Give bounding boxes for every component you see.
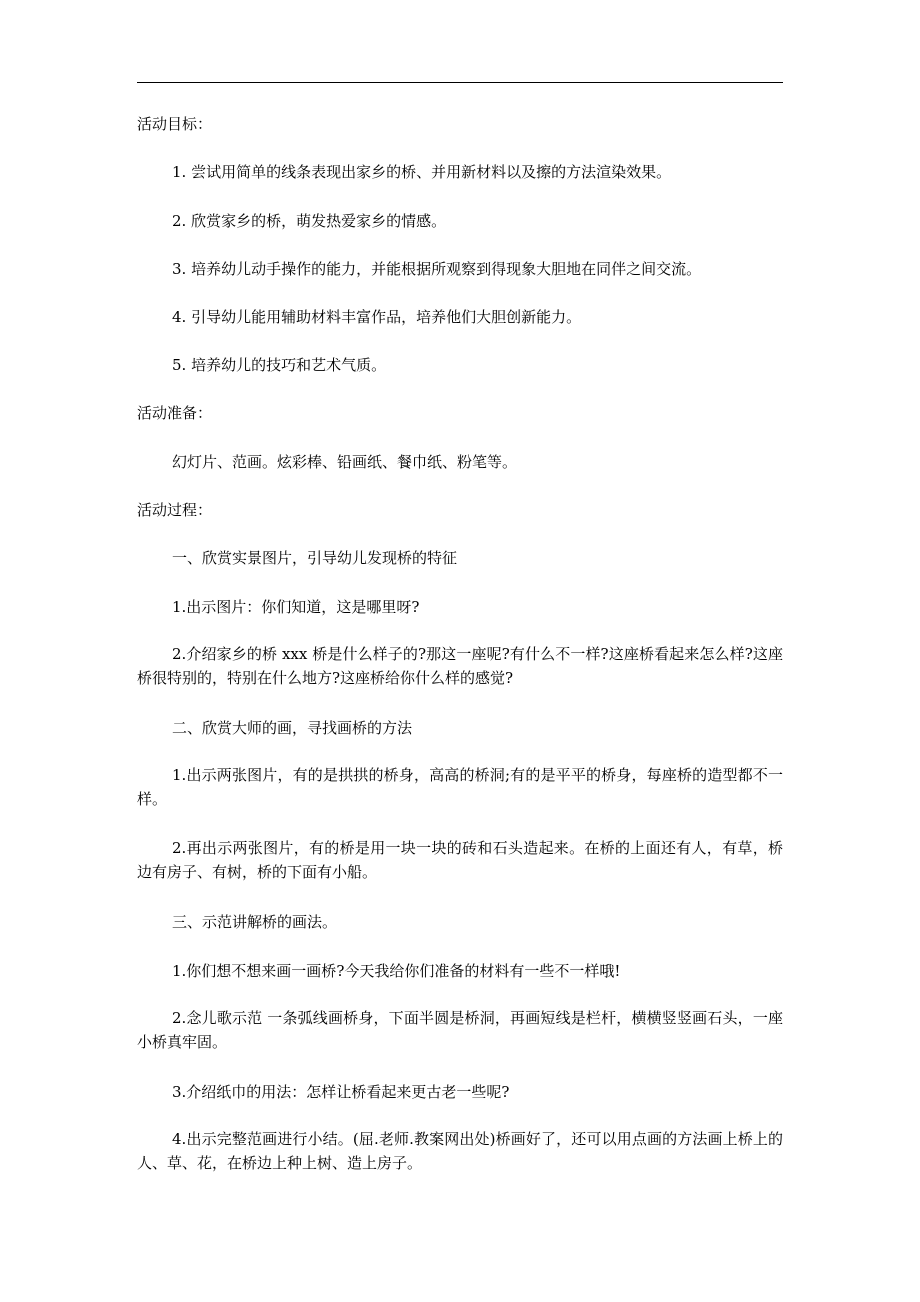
process-heading: 活动过程： — [137, 501, 213, 519]
goals-heading: 活动目标： — [137, 115, 213, 133]
header-rule — [137, 82, 783, 83]
process-paragraph: 2.再出示两张图片，有的桥是用一块一块的砖和石头造起来。在桥的上面还有人，有草，桥边有房子、有树，桥的下面有小船。 — [137, 839, 783, 881]
goal-item-4: 4. 引导幼儿能用辅助材料丰富作品，培养他们大胆创新能力。 — [172, 308, 582, 326]
goal-item-5: 5. 培养幼儿的技巧和艺术气质。 — [172, 356, 387, 374]
goal-item-2: 2. 欣赏家乡的桥，萌发热爱家乡的情感。 — [172, 212, 447, 230]
process-paragraph: 2.介绍家乡的桥 xxx 桥是什么样子的?那这一座呢?有什么不一样?这座桥看起来怎么样?这座桥很特别的，特别在什么地方?这座桥给你什么样的感觉? — [137, 645, 783, 687]
process-paragraph: 1.出示两张图片，有的是拱拱的桥身，高高的桥洞;有的是平平的桥身，每座桥的造型都不一样。 — [137, 766, 783, 808]
prep-heading: 活动准备： — [137, 404, 213, 422]
process-paragraph: 2.念儿歌示范 一条弧线画桥身，下面半圆是桥洞，再画短线是栏杆，横横竖竖画石头，一座小桥真牢固。 — [137, 1009, 783, 1051]
process-paragraph: 3.介绍纸巾的用法：怎样让桥看起来更古老一些呢? — [172, 1083, 510, 1101]
process-paragraph: 4.出示完整范画进行小结。(屈.老师.教案网出处)桥画好了，还可以用点画的方法画上桥上的人、草、花，在桥边上种上树、造上房子。 — [137, 1130, 783, 1172]
process-step-heading-2: 二、欣赏大师的画，寻找画桥的方法 — [172, 719, 413, 737]
goal-item-3: 3. 培养幼儿动手操作的能力，并能根据所观察到得现象大胆地在同伴之间交流。 — [172, 260, 702, 278]
goal-item-1: 1. 尝试用简单的线条表现出家乡的桥、并用新材料以及擦的方法渲染效果。 — [172, 163, 672, 181]
process-step-heading-3: 三、示范讲解桥的画法。 — [172, 913, 338, 931]
prep-text: 幻灯片、范画。炫彩棒、铅画纸、餐巾纸、粉笔等。 — [172, 453, 518, 471]
process-step-heading-1: 一、欣赏实景图片，引导幼儿发现桥的特征 — [172, 549, 458, 567]
process-paragraph: 1.你们想不想来画一画桥?今天我给你们准备的材料有一些不一样哦! — [172, 962, 621, 980]
process-paragraph: 1.出示图片：你们知道，这是哪里呀? — [172, 598, 420, 616]
